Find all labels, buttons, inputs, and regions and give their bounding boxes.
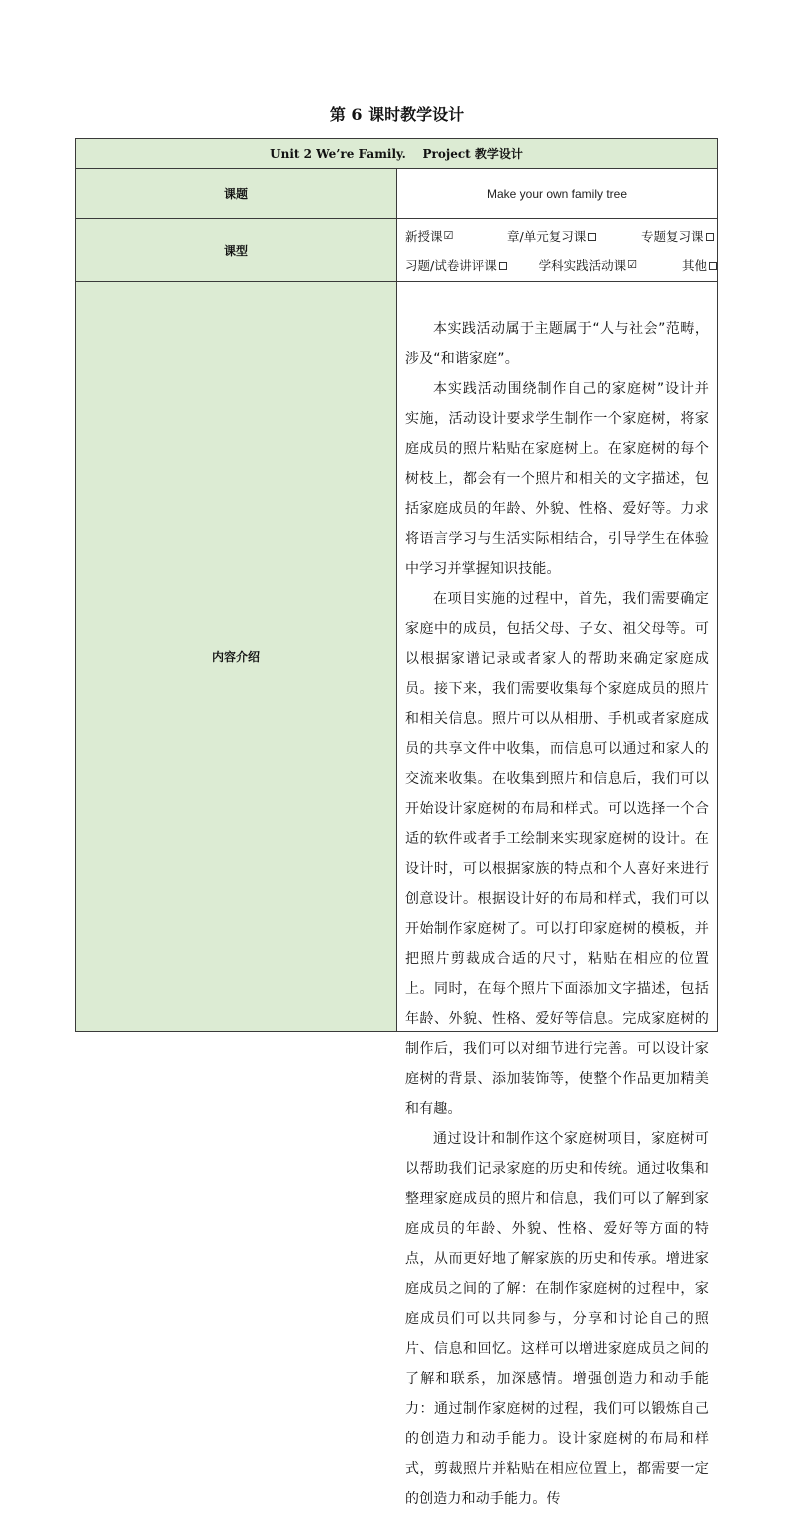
lesson-type-options [397, 219, 718, 282]
content-body [397, 282, 718, 1507]
option-new-lesson[interactable] [405, 227, 507, 245]
option-unit-review[interactable] [507, 227, 641, 245]
option-label: 章/单元复习课 [507, 228, 587, 244]
option-practice-activity[interactable] [539, 256, 682, 274]
unchecked-box-icon [588, 233, 596, 241]
content-paragraph: 本实践活动属于主题属于“人与社会”范畴，涉及“和谐家庭”。 [405, 321, 709, 367]
content-paragraph: 通过设计和制作这个家庭树项目，家庭树可以帮助我们记录家庭的历史和传统。通过收集和整理家庭成员的照片和信息，我们可以了解到家庭成员的年龄、外貌、性格、爱好等方面的特点，从而更好地了解家族的历史和传承。增进家庭成员之间的了解：在制作家庭树的过程中，家庭成员们可以共同参与，分享和讨论自己的照片、信息和回忆。这样可以增进家庭成员之间的了解和联系，加深感情。增强创造力和动手能力：通过制作家庭树的过程，我们可以锻炼自己的创造力和动手能力。设计家庭树的布局和样式，剪裁照片并粘贴在相应位置上，都需要一定的创造力和动手能力。传 [405, 1131, 709, 1507]
content-label: 内容介绍 [76, 282, 397, 1032]
content-paragraph: 在项目实施的过程中，首先，我们需要确定家庭中的成员，包括父母、子女、祖父母等。可以根据家谱记录或者家人的帮助来确定家庭成员。接下来，我们需要收集每个家庭成员的照片和相关信息。照片可以从相册、手机或者家庭成员的共享文件中收集，而信息可以通过和家人的交流来收集。在收集到照片和信息后，我们可以开始设计家庭树的布局和样式。可以选择一个合适的软件或者手工绘制来实现家庭树的设计。在设计时，可以根据家族的特点和个人喜好来进行创意设计。根据设计好的布局和样式，我们可以开始制作家庭树了。可以打印家庭树的模板，并把照片剪裁成合适的尺寸，粘贴在相应的位置上。同时，在每个照片下面添加文字描述，包括年龄、外貌、性格、爱好等信息。完成家庭树的制作后，我们可以对细节进行完善。可以设计家庭树的背景、添加装饰等，使整个作品更加精美和有趣。 [405, 591, 709, 1117]
option-topic-review[interactable] [641, 227, 714, 245]
option-exercise-review[interactable] [405, 256, 539, 274]
checked-box-icon: ☑ [627, 258, 637, 271]
lesson-type-row-2 [405, 250, 717, 279]
checked-box-icon: ☑ [443, 229, 454, 242]
table-header: Unit 2 We’re Family. Project 教学设计 [76, 139, 718, 169]
content-paragraph: 本实践活动围绕制作自己的家庭树”设计并实施，活动设计要求学生制作一个家庭树，将家庭成员的照片粘贴在家庭树上。在家庭树的每个树枝上，都会有一个照片和相关的文字描述，包括家庭成员的年龄、外貌、性格、爱好等。力求将语言学习与生活实际相结合，引导学生在体验中学习并掌握知识技能。 [405, 381, 709, 577]
option-label: 习题/试卷讲评课 [405, 257, 497, 273]
option-label: 新授课 [405, 228, 443, 244]
option-label: 学科实践活动课 [538, 257, 627, 273]
option-label: 其他 [681, 257, 707, 273]
option-other[interactable] [682, 256, 717, 274]
topic-value: Make your own family tree [397, 169, 718, 219]
lesson-type-row-1 [405, 221, 717, 250]
option-label: 专题复习课 [641, 228, 704, 244]
lesson-type-label: 课型 [76, 219, 397, 282]
unchecked-box-icon [709, 262, 717, 270]
unchecked-box-icon [706, 233, 714, 241]
page-title: 第 6 课时教学设计 [329, 105, 465, 124]
unchecked-box-icon [499, 262, 507, 270]
lesson-plan-table [75, 138, 718, 1507]
topic-label: 课题 [76, 169, 397, 219]
